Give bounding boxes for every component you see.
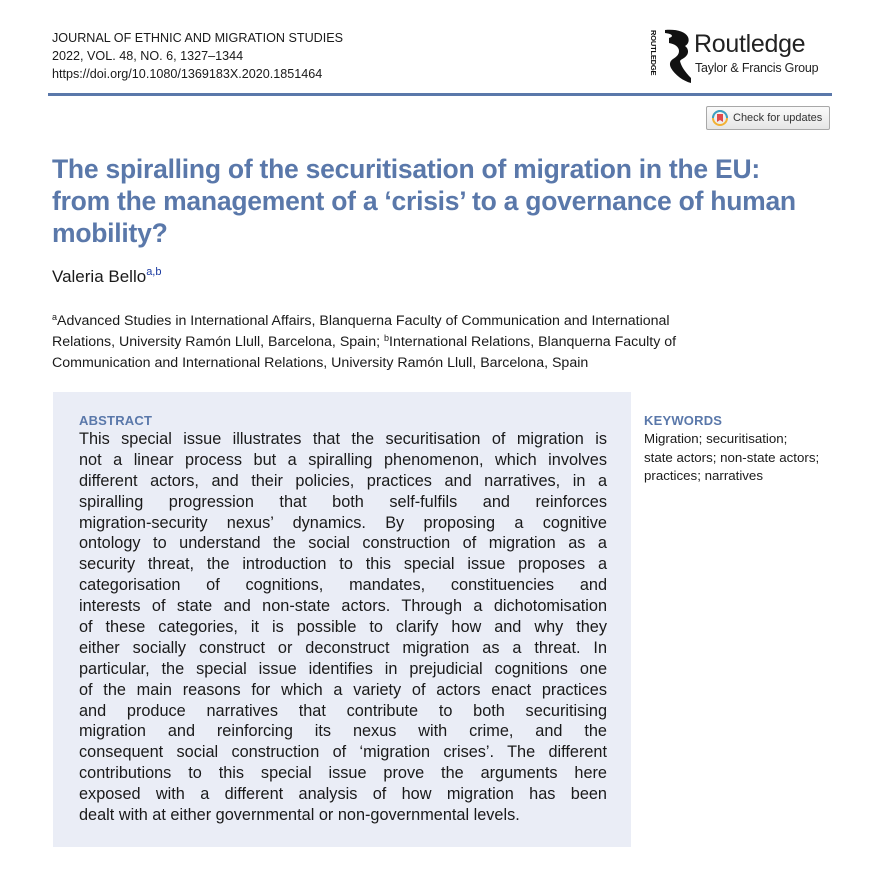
publisher-group: Taylor & Francis Group (695, 61, 819, 75)
affiliation-text: International Relations, Blanquerna Faculty of (389, 334, 677, 350)
abstract-line: dealt with at either governmental or non-governmental levels. (79, 806, 520, 825)
abstract-line: of these categories, it is possible to clarify how and why they (79, 618, 607, 637)
affil-mark-a: a (52, 312, 58, 322)
abstract-line: particular, the special issue identifies in prejudicial cognitions one (79, 659, 607, 678)
abstract-line: exposed with a different analysis of how migration has been (79, 785, 607, 804)
affiliations (52, 311, 852, 374)
header-rule (48, 93, 832, 96)
abstract-line: consequent social construction of ‘migration crises’. The different (79, 743, 607, 762)
article-title (52, 153, 842, 249)
check-for-updates-button[interactable] (706, 106, 830, 130)
abstract-line: categorisation of cognitions, mandates, constituencies and (79, 576, 607, 595)
journal-name: JOURNAL OF ETHNIC AND MIGRATION STUDIES (52, 31, 344, 45)
abstract-line: of the main reasons for which a variety of actors enact practices (79, 680, 607, 699)
keywords-line: state actors; non-state actors; (644, 449, 820, 465)
abstract-line: spiralling progression that both self-fulfils and reinforces (79, 492, 607, 511)
publisher-name: Routledge (694, 30, 806, 58)
author-name[interactable]: Valeria Bello (52, 267, 147, 286)
author-affiliation-marks[interactable]: a,b (146, 266, 162, 278)
journal-header (52, 29, 343, 83)
abstract-line: not a linear process but a spiralling phenomenon, which involves (79, 450, 607, 469)
keywords-line: practices; narratives (644, 468, 763, 483)
abstract-line: migration and reinforcing its nexus with crime, and the (79, 722, 607, 741)
title-line: mobility? (52, 218, 168, 248)
title-line: from the management of a ‘crisis’ to a governance of human (52, 186, 796, 216)
title-line: The spiralling of the securitisation of migration in the EU: (52, 154, 760, 184)
affiliation-text: Communication and International Relations, University Ramón Llull, Barcelona, Spain (52, 355, 589, 371)
abstract-line: contributions to this special issue prove the arguments here (79, 764, 607, 783)
abstract-text (79, 429, 607, 826)
abstract-line: security threat, the introduction to this special issue proposes a (79, 555, 607, 574)
author (52, 267, 161, 287)
routledge-r-icon (661, 28, 693, 84)
journal-citation: 2022, VOL. 48, NO. 6, 1327–1344 (52, 49, 244, 63)
abstract-heading: ABSTRACT (79, 413, 153, 428)
abstract-line: different actors, and their policies, practices and narratives, in a (79, 471, 607, 490)
doi-link[interactable]: https://doi.org/10.1080/1369183X.2020.1851464 (52, 67, 323, 81)
keywords-line: Migration; securitisation; (644, 431, 788, 446)
check-for-updates-label: Check for updates (733, 112, 823, 124)
keywords-list (644, 430, 819, 486)
abstract-line: and produce narratives that contribute to both securitising (79, 701, 607, 720)
affiliation-text: Advanced Studies in International Affairs, Blanquerna Faculty of Communication and International (57, 313, 670, 329)
keywords-heading: KEYWORDS (644, 413, 723, 428)
routledge-logo (648, 28, 838, 86)
abstract-line: migration-security nexus’ dynamics. By proposing a cognitive (79, 513, 607, 532)
affil-mark-b: b (384, 333, 390, 343)
abstract-line: ontology to understand the social construction of migration as a (79, 534, 607, 553)
abstract-line: This special issue illustrates that the securitisation of migration is (79, 430, 607, 448)
affiliation-text: Relations, University Ramón Llull, Barcelona, Spain; (52, 334, 384, 350)
logo-vertical-text: ROUTLEDGE (649, 30, 658, 76)
abstract-line: interests of state and non-state actors. Through a dichotomisation (79, 597, 607, 616)
abstract-line: either socially construct or deconstruct migration as a threat. In (79, 638, 607, 657)
crossmark-icon (712, 110, 728, 126)
